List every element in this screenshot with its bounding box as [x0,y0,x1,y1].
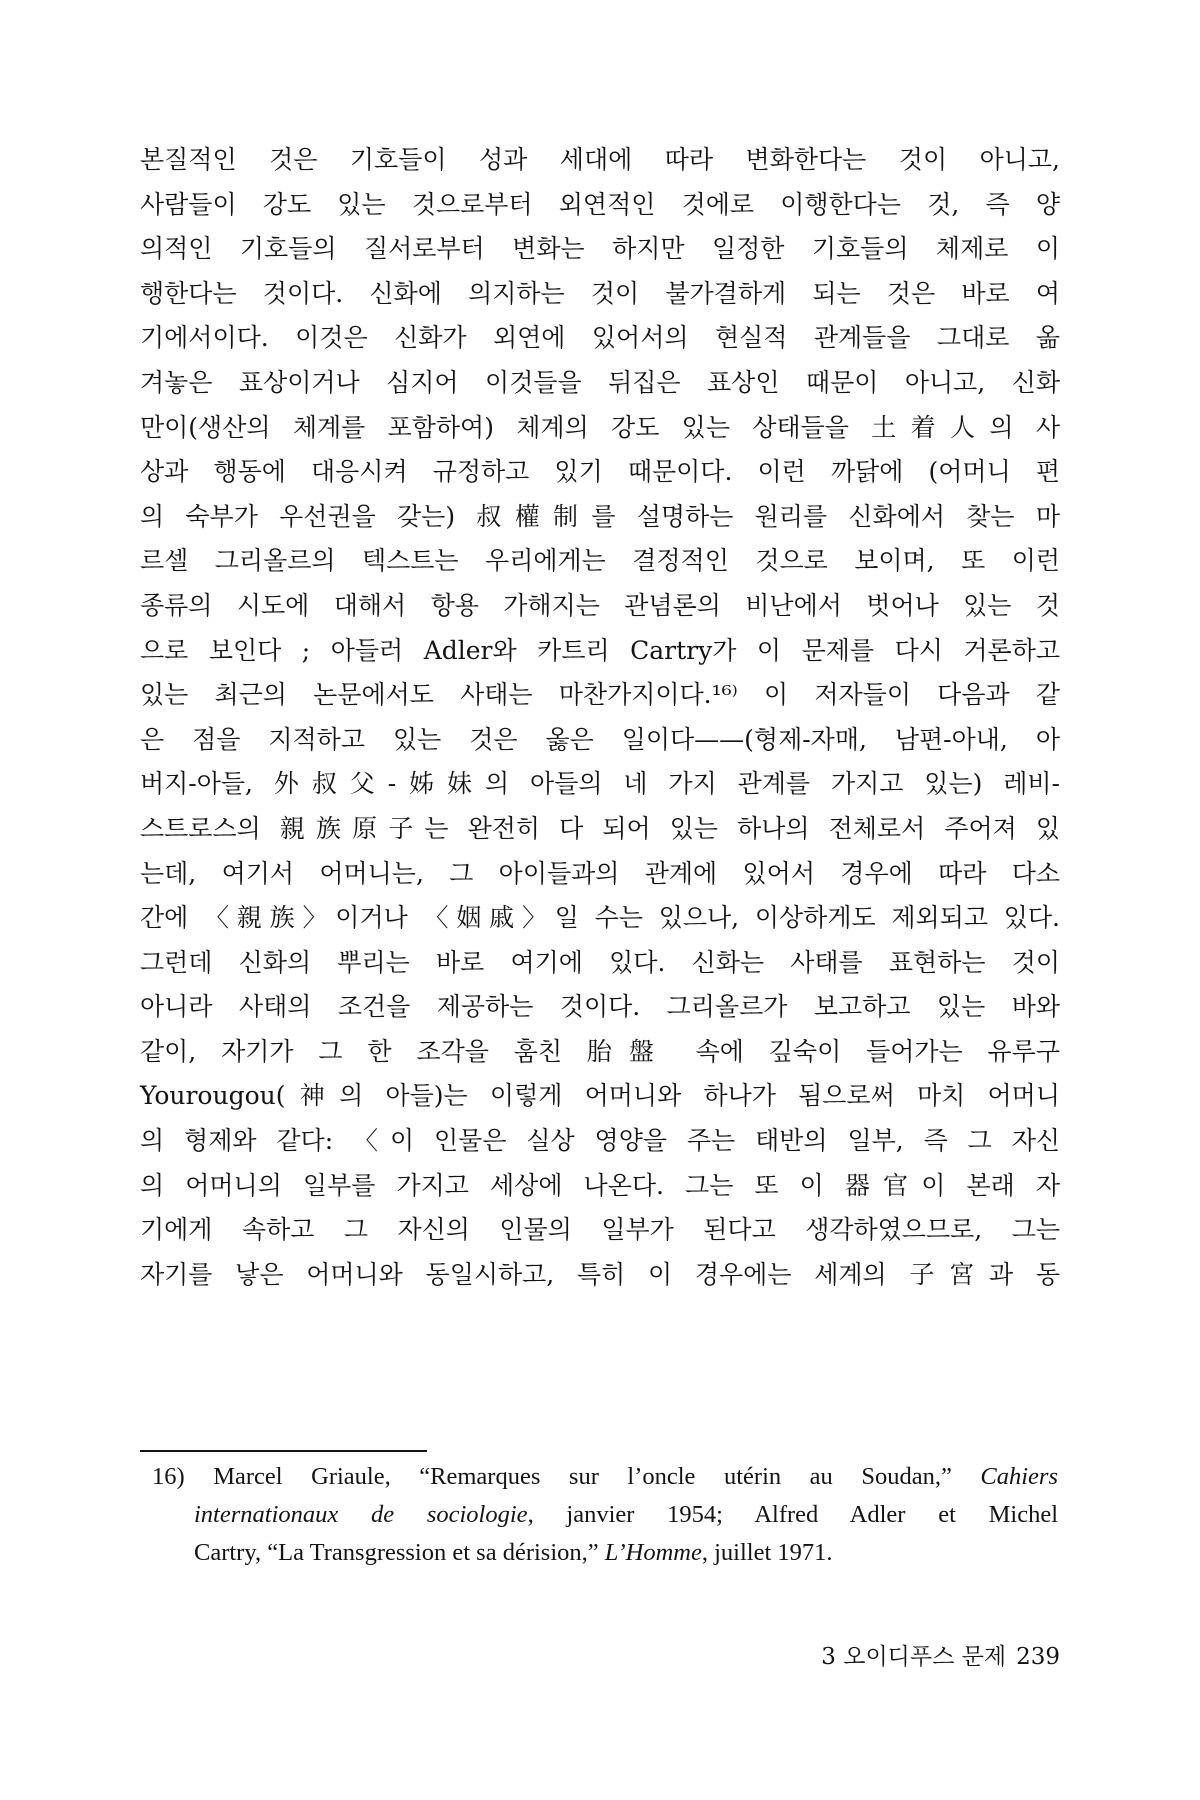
text-line: 상과 행동에 대응시켜 규정하고 있기 때문이다. 이런 까닭에 (어머니 편 [140,457,1060,487]
text-line: 르셀 그리올르의 텍스트는 우리에게는 결정적인 것으로 보이며, 또 이런 [140,546,1060,576]
text-line: 는데, 여기서 어머니는, 그 아이들과의 관계에 있어서 경우에 따라 다소 [140,858,1060,888]
text-line: 같이, 자기가 그 한 조각을 훔친 胎盤 속에 깊숙이 들어가는 유루구 [140,1036,1060,1066]
text-line: 으로 보인다 ; 아들러 Adler와 카트리 Cartry가 이 문제를 다시 거론하고 [140,635,1060,665]
footnote-rule [140,1450,427,1452]
text-line: 아니라 사태의 조건을 제공하는 것이다. 그리올르가 보고하고 있는 바와 [140,992,1060,1022]
text-line: 만이(생산의 체계를 포함하여) 체계의 강도 있는 상태들을 土着人의 사 [140,412,1060,442]
text-line: 종류의 시도에 대해서 항용 가해지는 관념론의 비난에서 벗어나 있는 것 [140,590,1060,620]
footnote-text: , janvier 1954; Alfred Adler et Michel [527,1501,1058,1528]
text-line: 기에서이다. 이것은 신화가 외연에 있어서의 현실적 관계들을 그대로 옮 [140,323,1060,353]
text-line: 행한다는 것이다. 신화에 의지하는 것이 불가결하게 되는 것은 바로 여 [140,278,1060,308]
journal-title: Cahiers [980,1463,1058,1490]
page-number: 239 [1016,1644,1060,1670]
text-line: 의 형제와 같다: 〈이 인물은 실상 영양을 주는 태반의 일부, 즉 그 자신 [140,1126,1060,1156]
text-line: 사람들이 강도 있는 것으로부터 외연적인 것에로 이행한다는 것, 즉 양 [140,189,1060,219]
footnote-text: , juillet 1971. [701,1539,833,1566]
text-line: 의 어머니의 일부를 가지고 세상에 나온다. 그는 또 이 器官이 본래 자 [140,1170,1060,1200]
text-line: 의적인 기호들의 질서로부터 변화는 하지만 일정한 기호들의 체제로 이 [140,234,1060,264]
footnote [152,1458,1058,1572]
page-folio [821,1638,1060,1671]
text-line: 의 숙부가 우선권을 갖는) 叔權制를 설명하는 원리를 신화에서 찾는 마 [140,501,1060,531]
text-line: 있는 최근의 논문에서도 사태는 마찬가지이다.¹⁶⁾ 이 저자들이 다음과 같 [140,680,1060,710]
running-title: 3 오이디푸스 문제 [821,1644,1007,1670]
text-line: 그런데 신화의 뿌리는 바로 여기에 있다. 신화는 사태를 표현하는 것이 [140,947,1060,977]
journal-title: L’Homme [604,1539,702,1566]
footnote-line [152,1534,1058,1572]
text-line: 스트로스의 親族原子는 완전히 다 되어 있는 하나의 전체로서 주어져 있 [140,813,1060,843]
text-line: 본질적인 것은 기호들이 성과 세대에 따라 변화한다는 것이 아니고, [140,145,1060,174]
text-line: 간에 〈親族〉이거나 〈姻戚〉일 수는 있으나, 이상하게도 제외되고 있다. [140,903,1060,933]
text-line: 버지-아들, 外叔父-姊妹의 아들의 네 가지 관계를 가지고 있는) 레비- [140,769,1060,799]
text-line: 자기를 낳은 어머니와 동일시하고, 특히 이 경우에는 세계의 子宮과 동 [140,1259,1060,1289]
text-line: 겨놓은 표상이거나 심지어 이것들을 뒤집은 표상인 때문이 아니고, 신화 [140,367,1060,397]
footnote-text: Cartry, “La Transgression et sa dérision,” [194,1539,605,1566]
footnote-line [152,1458,1058,1496]
body-text [140,138,1060,1297]
text-line: 기에게 속하고 그 자신의 인물의 일부가 된다고 생각하였으므로, 그는 [140,1215,1060,1245]
text-line: Yourougou(神의 아들)는 이렇게 어머니와 하나가 됨으로써 마치 어머니 [140,1081,1060,1111]
journal-title: internationaux de sociologie [194,1501,528,1528]
text-line: 은 점을 지적하고 있는 것은 옳은 일이다——(형제-자매, 남편-아내, 아 [140,724,1060,754]
footnote-line [152,1496,1058,1534]
footnote-text: 16) Marcel Griaule, “Remarques sur l’oncle utérin au Soudan,” [152,1463,981,1490]
